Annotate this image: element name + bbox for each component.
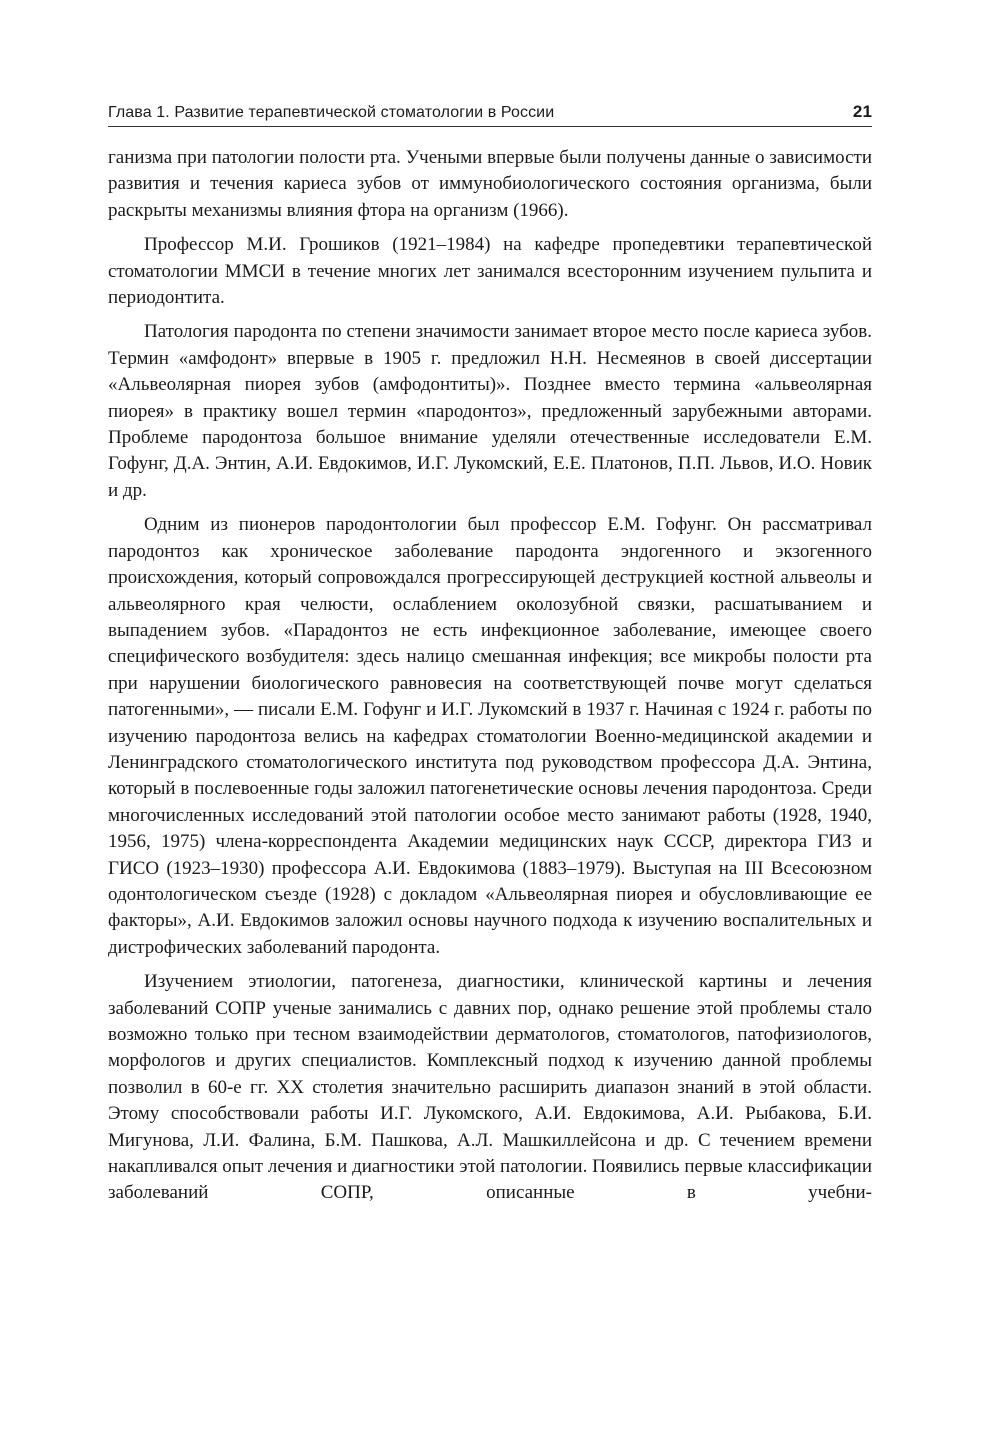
- paragraph-periodontal-pathology: Патология пародонта по степени значимости занимает второе место после кариеса зубов. Термин «амфодонт» впервые в 1905 г. предложил Н.Н. Несмеянов в своей диссертации «Альвеолярная пиорея зубов (амфодонтиты)». Позднее вместо термина «альвеолярная пиорея» в практику вошел термин «пародонтоз», предложенный зарубежными авторами. Проблеме пародонтоза большое внимание уделяли отечественные исследователи Е.М. Гофунг, Д.А. Энтин, А.И. Евдокимов, И.Г. Лукомский, Е.Е. Платонов, П.П. Львов, И.О. Новик и др.: [108, 321, 872, 501]
- body-text: [108, 145, 872, 1207]
- paragraph-gofung: Одним из пионеров пародонтологии был профессор Е.М. Гофунг. Он рассматривал пародонтоз как хроническое заболевание пародонта эндогенного и экзогенного происхождения, который сопровождался прогрессирующей деструкцией костной альвеолы и альвеолярного края челюсти, ослаблением околозубной связки, расшатыванием и выпадением зубов. «Парадонтоз не есть инфекционное заболевание, имеющее своего специфического возбудителя: здесь налицо смешанная инфекция; все микробы полости рта при нарушении биологического равновесия на соответствующей почве могут сделаться патогенными», — писали Е.М. Гофунг и И.Г. Лукомский в 1937 г. Начиная с 1924 г. работы по изучению пародонтоза велись на кафедрах стоматологии Военно-медицинской академии и Ленинградского стоматологического института под руководством профессора Д.А. Энтина, который в послевоенные годы заложил патогенетические основы лечения пародонтоза. Среди многочисленных исследований этой патологии особое место занимают работы (1928, 1940, 1956, 1975) члена-корреспондента Академии медицинских наук СССР, директора ГИЗ и ГИСО (1923–1930) профессора А.И. Евдокимова (1883–1979). Выступая на III Всесоюзном одонтологическом съезде (1928) с докладом «Альвеолярная пиорея и обусловливающие ее факторы», А.И. Евдокимов заложил основы научного подхода к изучению воспалительных и дистрофических заболеваний пародонта.: [108, 514, 872, 958]
- page-number: 21: [852, 102, 872, 121]
- chapter-title: Глава 1. Развитие терапевтической стоматологии в России: [108, 104, 555, 121]
- paragraph-groshikov: Профессор М.И. Грошиков (1921–1984) на кафедре пропедевтики терапевтической стоматологии ММСИ в течение многих лет занимался всесторонним изучением пульпита и периодонтита.: [108, 234, 872, 309]
- book-page: [108, 96, 872, 1215]
- paragraph-continuation: ганизма при патологии полости рта. Учеными впервые были получены данные о зависимости развития и течения кариеса зубов от иммунобиологического состояния организма, были раскрыты механизмы влияния фтора на организм (1966).: [108, 147, 872, 221]
- paragraph-sopr: Изучением этиологии, патогенеза, диагностики, клинической картины и лечения заболеваний СОПР ученые занимались с давних пор, однако решение этой проблемы стало возможно только при тесном взаимодействии дерматологов, стоматологов, патофизиологов, морфологов и других специалистов. Комплексный подход к изучению данной проблемы позволил в 60-е гг. XX столетия значительно расширить диапазон знаний в этой области. Этому способствовали работы И.Г. Лукомского, А.И. Евдокимова, А.И. Рыбакова, Б.И. Мигунова, Л.И. Фалина, Б.М. Пашкова, А.Л. Машкиллейсона и др. С течением времени накапливался опыт лечения и диагностики этой патологии. Появились первые классификации заболеваний СОПР, описанные в учебни-: [108, 971, 872, 1204]
- running-header: [108, 96, 872, 127]
